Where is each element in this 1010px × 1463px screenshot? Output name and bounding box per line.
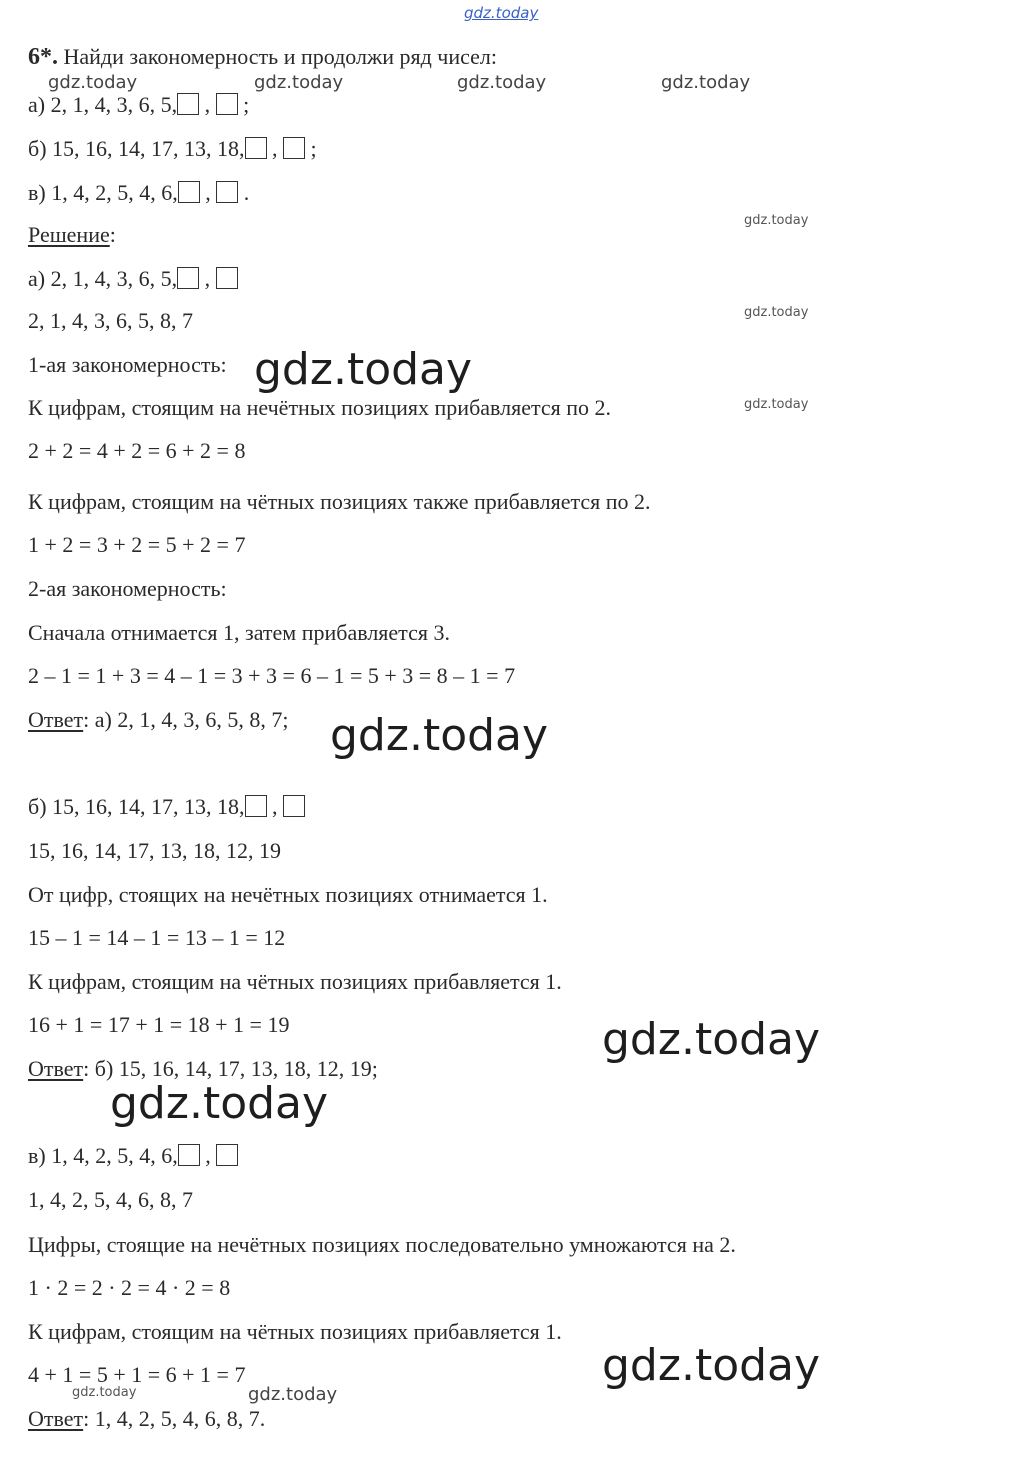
solution-a-odd-calc: 2 + 2 = 4 + 2 = 6 + 2 = 8: [28, 438, 246, 463]
answer-box: [177, 93, 199, 115]
solution-a-pattern1: 1-ая закономерность:: [28, 352, 227, 377]
task-title: Найди закономерность и продолжи ряд чисел:: [63, 44, 498, 69]
solution-c-odd: Цифры, стоящие на нечётных позициях последовательно умножаются на 2.: [28, 1232, 736, 1257]
watermark: gdz.today: [602, 1014, 821, 1065]
answer-box: [216, 93, 238, 115]
watermark: gdz.today: [457, 72, 547, 93]
watermark: gdz.today: [744, 397, 809, 412]
task-heading: [28, 44, 497, 70]
watermark: gdz.today: [48, 72, 138, 93]
solution-b-odd: От цифр, стоящих на нечётных позициях отнимается 1.: [28, 882, 548, 907]
answer-box: [283, 795, 305, 817]
watermark: gdz.today: [254, 344, 473, 395]
watermark: gdz.today: [72, 1385, 137, 1400]
watermark: gdz.today: [744, 305, 809, 320]
answer-box: [216, 1144, 238, 1166]
solution-label: Решение:: [28, 222, 116, 247]
watermark: gdz.today: [744, 213, 809, 228]
solution-a-even: К цифрам, стоящим на чётных позициях также прибавляется по 2.: [28, 489, 651, 514]
solution-a-row: 2, 1, 4, 3, 6, 5, 8, 7: [28, 308, 193, 333]
watermark: gdz.today: [661, 72, 751, 93]
task-number: 6*.: [28, 44, 58, 70]
answer-box: [283, 137, 305, 159]
solution-c-row: 1, 4, 2, 5, 4, 6, 8, 7: [28, 1187, 193, 1212]
solution-b-row: 15, 16, 14, 17, 13, 18, 12, 19: [28, 838, 281, 863]
solution-c-given: в) 1, 4, 2, 5, 4, 6, ,: [28, 1143, 238, 1169]
watermark: gdz.today: [248, 1384, 338, 1405]
solution-a-answer: Ответ: а) 2, 1, 4, 3, 6, 5, 8, 7;: [28, 707, 289, 732]
watermark: gdz.today: [602, 1340, 821, 1391]
solution-a-given: а) 2, 1, 4, 3, 6, 5, ,: [28, 266, 238, 292]
solution-c-even: К цифрам, стоящим на чётных позициях прибавляется 1.: [28, 1319, 562, 1344]
solution-a-pattern2: 2-ая закономерность:: [28, 576, 227, 601]
task-row-a: а) 2, 1, 4, 3, 6, 5, , ;: [28, 92, 250, 117]
watermark: gdz.today: [110, 1078, 329, 1129]
answer-box: [177, 267, 199, 289]
task-row-c: в) 1, 4, 2, 5, 4, 6, , .: [28, 180, 250, 205]
watermark: gdz.today: [464, 4, 539, 22]
answer-box: [216, 181, 238, 203]
answer-box: [245, 137, 267, 159]
solution-a-calc2: 2 – 1 = 1 + 3 = 4 – 1 = 3 + 3 = 6 – 1 = 5 + 3 = 8 – 1 = 7: [28, 663, 516, 688]
solution-b-given: б) 15, 16, 14, 17, 13, 18, ,: [28, 794, 305, 820]
solution-c-even-calc: 4 + 1 = 5 + 1 = 6 + 1 = 7: [28, 1362, 246, 1387]
solution-b-odd-calc: 15 – 1 = 14 – 1 = 13 – 1 = 12: [28, 925, 286, 950]
answer-box: [245, 795, 267, 817]
answer-box: [178, 181, 200, 203]
solution-c-odd-calc: 1 · 2 = 2 · 2 = 4 · 2 = 8: [28, 1275, 231, 1300]
solution-c-answer: Ответ: 1, 4, 2, 5, 4, 6, 8, 7.: [28, 1406, 266, 1431]
answer-box: [216, 267, 238, 289]
watermark: gdz.today: [254, 72, 344, 93]
solution-a-odd: К цифрам, стоящим на нечётных позициях прибавляется по 2.: [28, 395, 612, 420]
solution-b-even: К цифрам, стоящим на чётных позициях прибавляется 1.: [28, 969, 562, 994]
solution-a-rule2: Сначала отнимается 1, затем прибавляется 3.: [28, 620, 450, 645]
watermark: gdz.today: [330, 710, 549, 761]
task-row-b: б) 15, 16, 14, 17, 13, 18, , ;: [28, 136, 317, 161]
solution-b-answer: Ответ: б) 15, 16, 14, 17, 13, 18, 12, 19;: [28, 1056, 378, 1081]
solution-b-even-calc: 16 + 1 = 17 + 1 = 18 + 1 = 19: [28, 1012, 290, 1037]
solution-a-even-calc: 1 + 2 = 3 + 2 = 5 + 2 = 7: [28, 532, 246, 557]
answer-box: [178, 1144, 200, 1166]
